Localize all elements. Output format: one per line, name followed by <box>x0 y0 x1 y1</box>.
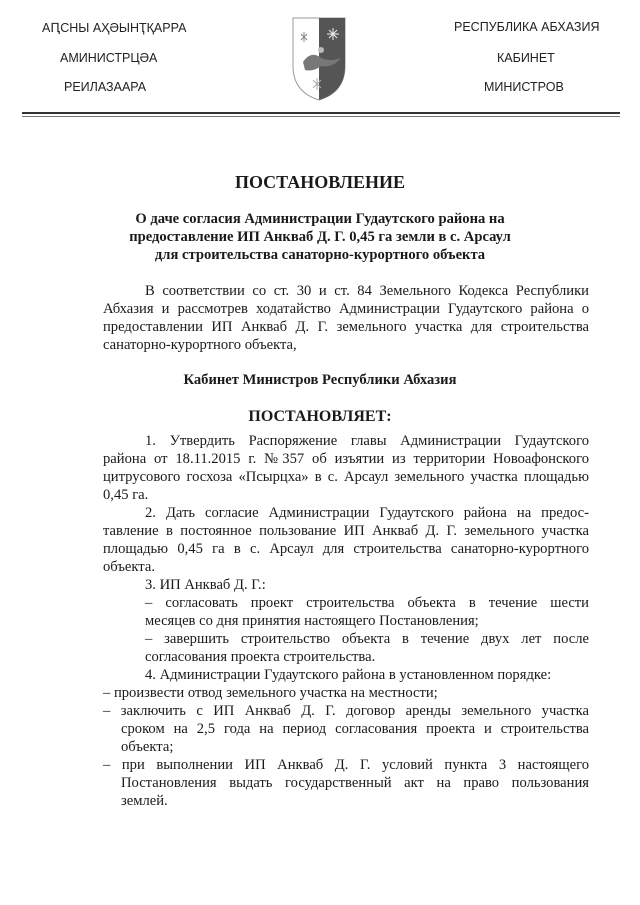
subtitle-line: предоставление ИП Анкваб Д. Г. 0,45 га земли в с. Арсаул <box>129 229 511 245</box>
subtitle-line: для строительства санаторно-курортного объекта <box>154 247 486 263</box>
text-line: – заключить с ИП Анкваб Д. Г. договор аренды земельного участка <box>103 703 589 719</box>
header-left-line2: АМИНИСТРЦӘА <box>60 51 158 65</box>
document-title: ПОСТАНОВЛЕНИЕ <box>234 172 406 192</box>
text-line: объекта. <box>103 559 155 575</box>
header-left-line1: АԤСНЫ АҲӘЫНҬҚАРРА <box>42 21 187 35</box>
text-line: сроком на 2,5 года на период согласования проекта и строительства <box>121 721 589 737</box>
text-line: санаторно-курортного объекта, <box>103 337 297 353</box>
issuing-authority: Кабинет Министров Республики Абхазия <box>183 372 457 388</box>
text-line: цитрусового госхоза «Псырцха» в с. Арсаул земельного участка площадью <box>103 469 589 485</box>
text-line: – произвести отвод земельного участка на местности; <box>103 685 438 701</box>
text-line: 2. Дать согласие Администрации Гудаутского района на предос- <box>145 505 589 521</box>
item-4 <box>103 666 589 810</box>
text-line: 4. Администрации Гудаутского района в установленном порядке: <box>145 667 552 683</box>
header-rule <box>22 112 620 114</box>
text-line: месяцев со дня принятия настоящего Постановления; <box>145 613 479 629</box>
header-right-line3: МИНИСТРОВ <box>484 80 564 94</box>
text-line: тавление в постоянное пользование ИП Анкваб Д. Г. земельного участка <box>103 523 589 539</box>
text-line: – согласовать проект строительства объекта в течение шести <box>145 595 589 611</box>
text-line: Постановления выдать государственный акт на право пользования <box>121 775 589 791</box>
header-right-line1: РЕСПУБЛИКА АБХАЗИЯ <box>454 20 600 34</box>
coat-of-arms-emblem <box>291 16 347 102</box>
item-2 <box>103 504 589 576</box>
text-line: согласования проекта строительства. <box>145 649 376 665</box>
text-line: Абхазия и рассмотрев ходатайство Администрации Гудаутского района о <box>103 301 589 317</box>
text-line: 3. ИП Анкваб Д. Г.: <box>145 577 266 593</box>
text-line: – при выполнении ИП Анкваб Д. Г. условий пункта 3 настоящего <box>103 757 589 773</box>
decree-items <box>103 432 589 810</box>
decree-heading: ПОСТАНОВЛЯЕТ: <box>248 408 392 425</box>
text-line: района от 18.11.2015 г. №357 об изъятии из территории Новоафонского <box>103 451 589 467</box>
preamble-paragraph <box>103 282 589 354</box>
text-line: – завершить строительство объекта в течение двух лет после <box>145 631 589 647</box>
text-line: 1. Утвердить Распоряжение главы Администрации Гудаутского <box>145 433 589 449</box>
header-left-line3: РЕИЛАЗААРА <box>64 80 147 94</box>
text-line: площадью 0,45 га в с. Арсаул для строительства санаторно-курортного <box>103 541 589 557</box>
text-line: 0,45 га. <box>103 487 149 503</box>
text-line: объекта; <box>121 739 174 755</box>
text-line: землей. <box>121 793 168 809</box>
item-3 <box>103 576 589 666</box>
subtitle-line: О даче согласия Администрации Гудаутского района на <box>135 211 505 227</box>
document-subtitle <box>0 210 640 264</box>
header-rule-thin <box>22 116 620 117</box>
header-right-line2: КАБИНЕТ <box>497 51 555 65</box>
text-line: предоставлении ИП Анкваб Д. Г. земельного участка для строительства <box>103 319 589 335</box>
item-1 <box>103 432 589 504</box>
text-line: В соответствии со ст. 30 и ст. 84 Земельного Кодекса Республики <box>145 283 589 299</box>
